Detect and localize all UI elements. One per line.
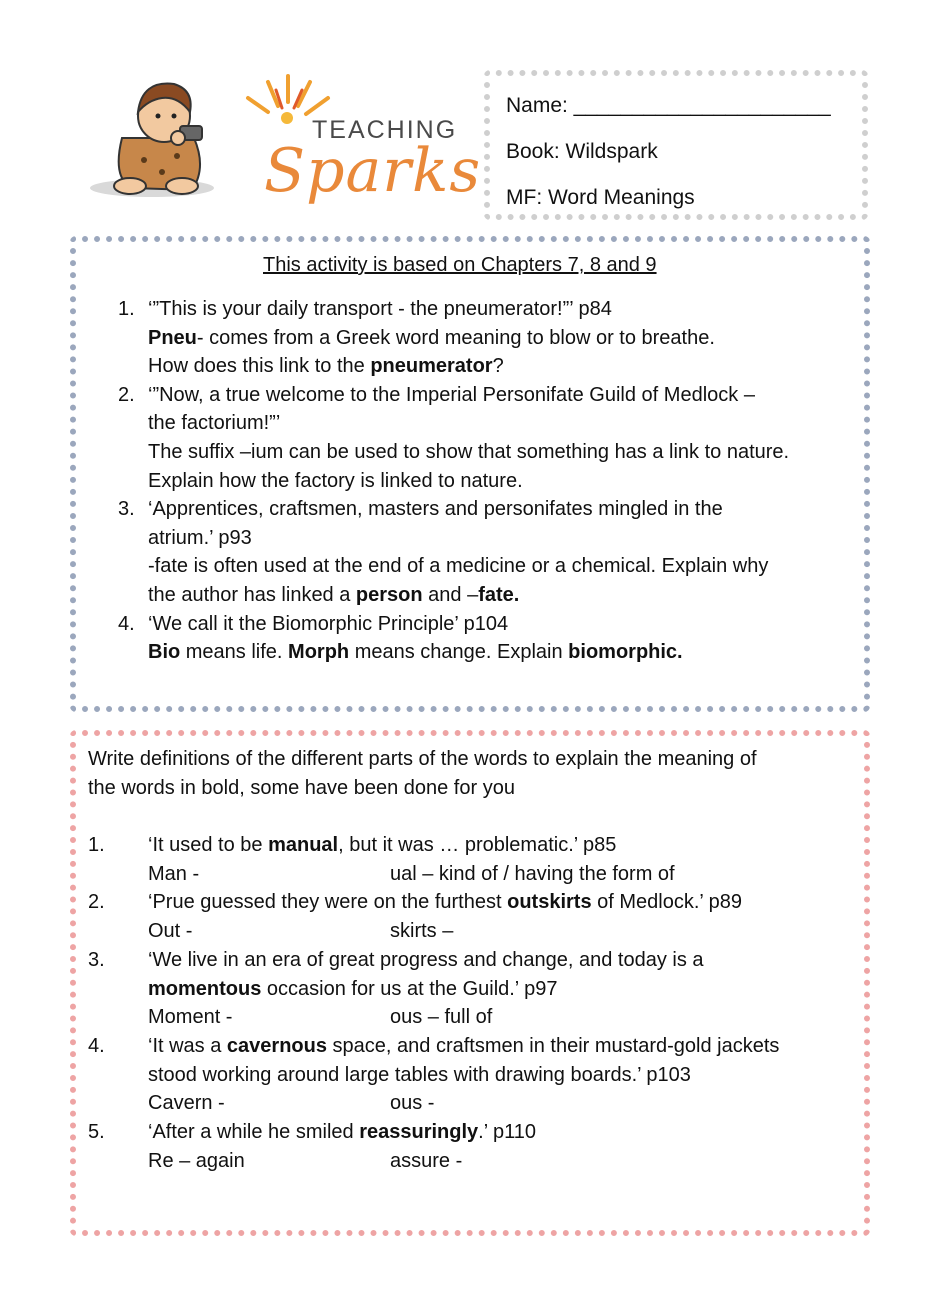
word-part-prefix [148,1007,232,1027]
word-item-number: 1. [88,834,105,856]
text-segment: Explain how the factory is linked to nature. [148,469,523,492]
text-segment: atrium.’ p93 [148,526,252,549]
question-line [148,356,504,376]
word-part-prefix [148,864,199,884]
word-item-number: 5. [88,1121,105,1143]
text-segment: The suffix –ium can be used to show that something has a link to nature. [148,441,790,463]
question-line [148,413,280,433]
text-segment: Re – again [148,1149,245,1172]
bold-term: cavernous [226,1034,327,1057]
bold-term: momentous [148,977,262,1000]
text-segment: ‘”This is your daily transport - the pneumerator!”’ p84 [148,298,612,320]
bold-term: pneumerator [370,355,493,378]
name-field[interactable]: Name: ______________________ [506,94,831,117]
text-segment: the factorium!”’ [148,412,281,435]
text-segment: assure - [390,1149,463,1172]
bold-term: manual [268,834,339,856]
bold-term: reassuringly [359,1121,479,1143]
quote-line [148,1065,691,1085]
questions-box [70,236,870,712]
text-segment: ‘After a while he smiled [148,1121,360,1143]
text-segment: skirts – [390,920,454,943]
text-segment: ‘Apprentices, craftsmen, masters and personifates mingled in the [148,498,723,521]
word-parts-box [70,730,870,1236]
question-line [148,385,755,405]
bold-term: outskirts [507,891,592,914]
text-segment: How does this link to the [148,355,371,378]
text-segment: the words in bold, some have been done for you [88,776,515,799]
text-segment: and – [422,584,479,606]
text-segment: Out - [148,920,193,943]
bold-term: Morph [288,641,350,664]
book-title: Book: Wildspark [506,140,658,163]
question-number: 3. [118,498,135,521]
bold-term: Bio [148,641,181,664]
text-segment: .’ p110 [478,1121,536,1143]
text-segment: ‘We call it the Biomorphic Principle’ p104 [148,612,509,635]
bold-term: biomorphic. [568,641,683,664]
word-item-number: 3. [88,948,105,971]
quote-line [148,1036,779,1056]
bold-term: person [355,584,423,606]
instructions-text [88,778,515,798]
word-part-suffix [390,921,453,941]
text-segment: ous - [390,1092,435,1115]
question-line [148,585,519,605]
question-line [148,442,789,462]
bold-term: fate. [478,584,520,606]
question-line [148,499,723,519]
text-segment: the author has linked a [148,584,356,606]
text-segment: ous – full of [390,1006,493,1029]
quote-line [148,1122,536,1142]
text-segment: means life. [180,641,289,664]
activity-heading: This activity is based on Chapters 7, 8 and 9 [263,254,657,276]
word-part-prefix [148,1151,245,1171]
text-segment: of Medlock.’ p89 [591,891,743,914]
text-segment: ? [492,355,504,378]
word-item-number: 2. [88,891,105,914]
word-part-prefix [148,1093,225,1113]
text-segment: - comes from a Greek word meaning to blow or to breathe. [196,326,715,349]
word-part-suffix [390,1151,462,1171]
logo-sparks-text: Sparks [264,136,482,206]
text-segment: ‘It was a [148,1034,227,1057]
text-segment: Write definitions of the different parts of the words to explain the meaning of [88,748,757,770]
text-segment: ual – kind of / having the form of [390,862,675,885]
logo-teaching-text: TEACHING [312,116,458,144]
word-part-prefix [148,921,192,941]
mf-topic: MF: Word Meanings [506,186,695,209]
text-segment: occasion for us at the Guild.’ p97 [261,977,558,1000]
instructions-text [88,749,757,769]
text-segment: Man - [148,862,200,885]
bold-term: Pneu [148,326,197,349]
info-box [484,70,868,220]
question-line [148,471,523,491]
text-segment: -fate is often used at the end of a medicine or a chemical. Explain why [148,555,769,578]
word-part-suffix [390,1093,434,1113]
question-line [148,528,252,548]
quote-line [148,835,616,855]
question-line [148,556,768,576]
word-item-number: 4. [88,1034,105,1057]
text-segment: Moment - [148,1006,233,1029]
quote-line [148,892,742,912]
question-number: 2. [118,383,135,406]
text-segment: stood working around large tables with drawing boards.’ p103 [148,1063,691,1086]
question-line [148,299,612,319]
text-segment: ‘”Now, a true welcome to the Imperial Personifate Guild of Medlock – [148,383,755,406]
word-part-suffix [390,864,675,884]
question-line [148,614,508,634]
text-segment: ‘Prue guessed they were on the furthest [148,891,508,914]
question-number: 1. [118,298,135,320]
question-line [148,328,715,348]
text-segment: ‘It used to be [148,834,269,856]
quote-line [148,950,704,970]
text-segment: , but it was … problematic.’ p85 [338,834,617,856]
word-part-suffix [390,1007,492,1027]
question-number: 4. [118,612,135,635]
text-segment: ‘We live in an era of great progress and change, and today is a [148,948,704,971]
text-segment: means change. Explain [349,641,569,664]
teaching-sparks-logo [82,68,482,208]
text-segment: space, and craftsmen in their mustard-gold jackets [326,1034,780,1057]
quote-line [148,979,557,999]
text-segment: Cavern - [148,1092,225,1115]
question-line [148,642,683,662]
